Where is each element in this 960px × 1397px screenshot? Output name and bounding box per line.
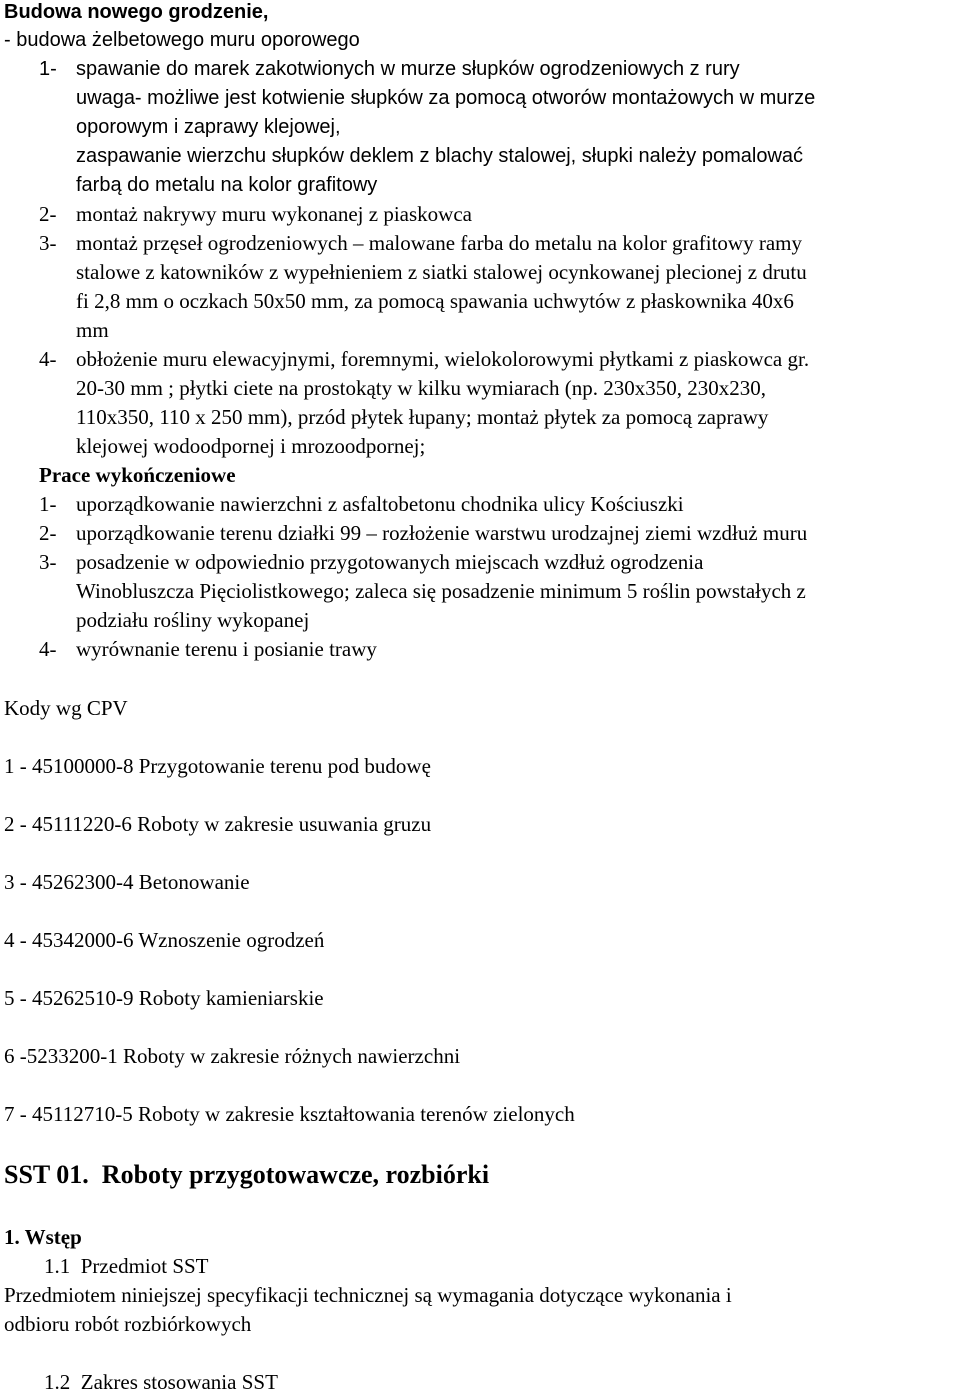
section1-item-line: uwaga- możliwe jest kotwienie słupków za pomocą otworów montażowych w murze (76, 87, 816, 109)
section1-item-line: stalowe z katowników z wypełnieniem z siatki stalowej ocynkowanej plecionej z drutu (76, 260, 807, 284)
section1-item-line: 110x350, 110 x 250 mm), przód płytek łupany; montaż płytek za pomocą zaprawy (76, 405, 769, 429)
section1-item-line: fi 2,8 mm o oczkach 50x50 mm, za pomocą spawania uchwytów z płaskownika 40x6 (76, 289, 794, 313)
subsection-heading: 1.1 Przedmiot SST (44, 1254, 209, 1278)
cpv-item: 6 -5233200-1 Roboty w zakresie różnych nawierzchni (4, 1044, 461, 1068)
cpv-title: Kody wg CPV (4, 696, 128, 720)
section1-item-line: farbą do metalu na kolor grafitowy (76, 174, 378, 196)
section2-title: Prace wykończeniowe (39, 463, 236, 487)
cpv-item: 7 - 45112710-5 Roboty w zakresie kształtowania terenów zielonych (4, 1102, 575, 1126)
sst-title: SST 01. Roboty przygotowawcze, rozbiórki (4, 1160, 490, 1189)
cpv-item: 1 - 45100000-8 Przygotowanie terenu pod budowę (4, 754, 431, 778)
section2-item-number: 1- (39, 492, 57, 516)
section1-item-line: mm (76, 318, 109, 342)
cpv-item: 3 - 45262300-4 Betonowanie (4, 870, 250, 894)
section1-item-number: 4- (39, 347, 57, 371)
section2-item-number: 4- (39, 637, 57, 661)
section1-item-line: klejowej wodoodpornej i mrozoodpornej; (76, 434, 426, 458)
intro-heading: 1. Wstęp (4, 1225, 82, 1249)
section2-item-number: 3- (39, 550, 57, 574)
section1-item-line: obłożenie muru elewacyjnymi, foremnymi, wielokolorowymi płytkami z piaskowca gr. (76, 347, 810, 371)
cpv-item: 4 - 45342000-6 Wznoszenie ogrodzeń (4, 928, 325, 952)
section1-item-line: montaż nakrywy muru wykonanej z piaskowca (76, 202, 472, 226)
section1-item-line: oporowym i zaprawy klejowej, (76, 116, 341, 138)
section2-item-line: uporządkowanie terenu działki 99 – rozłożenie warstwu urodzajnej ziemi wzdłuż muru (76, 521, 808, 545)
paragraph-line: Przedmiotem niniejszej specyfikacji technicznej są wymagania dotyczące wykonania i (4, 1283, 732, 1307)
section2-item-line: posadzenie w odpowiednio przygotowanych miejscach wzdłuż ogrodzenia (76, 550, 704, 574)
section1-item-line: montaż przęseł ogrodzeniowych – malowane farba do metalu na kolor grafitowy ramy (76, 231, 802, 255)
section1-title: - budowa żelbetowego muru oporowego (4, 29, 360, 51)
section1-item-line: spawanie do marek zakotwionych w murze słupków ogrodzeniowych z rury (76, 58, 740, 80)
section1-item-number: 2- (39, 202, 57, 226)
section1-item-line: zaspawanie wierzchu słupków deklem z blachy stalowej, słupki należy pomalować (76, 145, 804, 167)
section1-item-line: 20-30 mm ; płytki ciete na prostokąty w kilku wymiarach (np. 230x350, 230x230, (76, 376, 766, 400)
paragraph-line: odbioru robót rozbiórkowych (4, 1312, 252, 1336)
section2-item-number: 2- (39, 521, 57, 545)
section2-item-line: podziału rośliny wykopanej (76, 608, 310, 632)
section2-item-line: Winobluszcza Pięciolistkowego; zaleca się posadzenie minimum 5 roślin powstałych z (76, 579, 806, 603)
section1-item-number: 3- (39, 231, 57, 255)
section2-item-line: wyrównanie terenu i posianie trawy (76, 637, 377, 661)
document-heading: Budowa nowego grodzenie, (4, 1, 269, 23)
section1-item-number: 1- (39, 58, 57, 80)
cpv-item: 2 - 45111220-6 Roboty w zakresie usuwania gruzu (4, 812, 432, 836)
section2-item-line: uporządkowanie nawierzchni z asfaltobetonu chodnika ulicy Kościuszki (76, 492, 684, 516)
subsection-heading: 1.2 Zakres stosowania SST (44, 1370, 278, 1394)
cpv-item: 5 - 45262510-9 Roboty kamieniarskie (4, 986, 324, 1010)
